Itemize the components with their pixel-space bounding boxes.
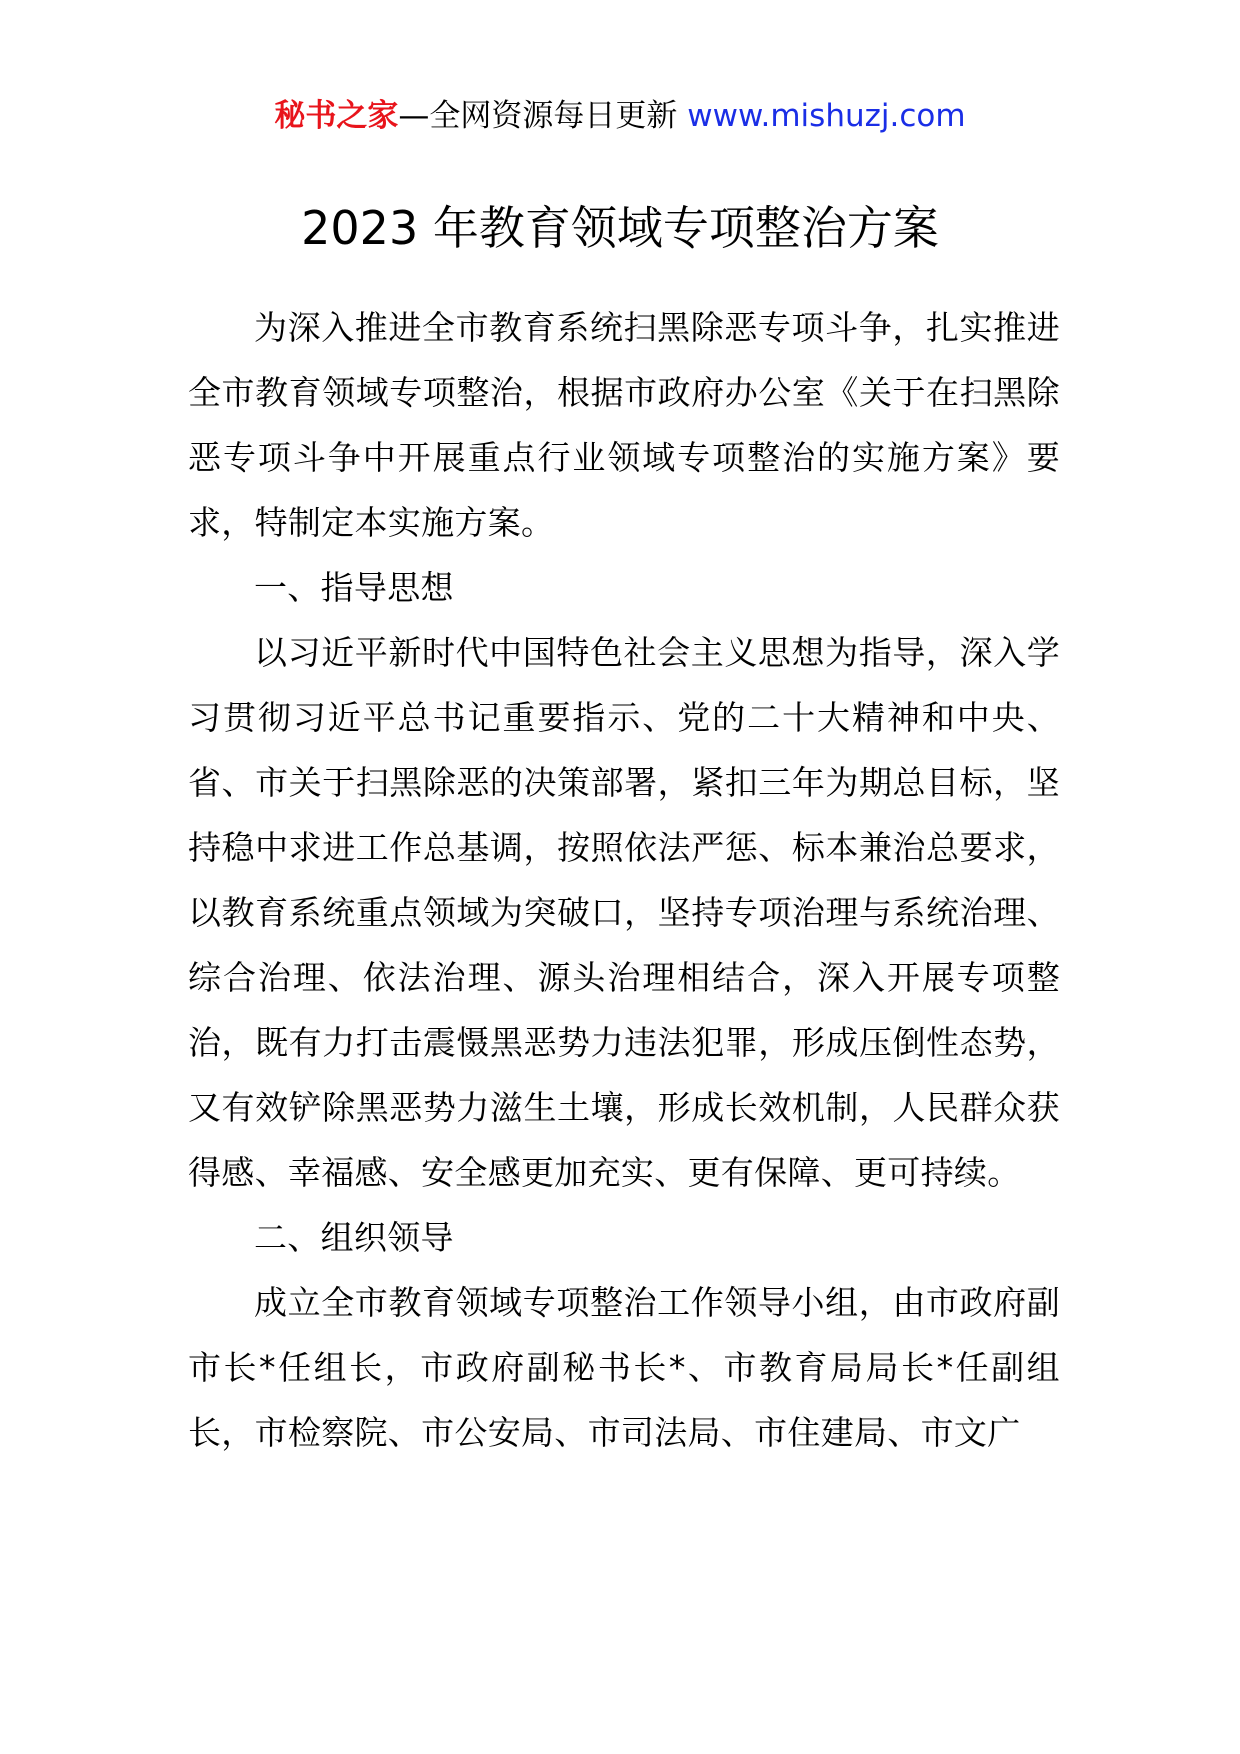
paragraph-organization: 成立全市教育领域专项整治工作领导小组，由市政府副市长*任组长，市政府副秘书长*、市教育局局长*任副组长，市检察院、市公安局、市司法局、市住建局、市文广 [188, 1283, 1060, 1452]
paragraph-guiding-ideology: 以习近平新时代中国特色社会主义思想为指导，深入学习贯彻习近平总书记重要指示、党的二十大精神和中央、省、市关于扫黑除恶的决策部署，紧扣三年为期总目标，坚持稳中求进工作总基调，按照依法严惩、标本兼治总要求，以教育系统重点领域为突破口，坚持专项治理与系统治理、综合治理、依法治理、源头治理相结合，深入开展专项整治，既有力打击震慑黑恶势力违法犯罪，形成压倒性态势，又有效铲除黑恶势力滋生土壤，形成长效机制，人民群众获得感、幸福感、安全感更加充实、更有保障、更可持续。 [188, 633, 1060, 1192]
paragraph-intro: 为深入推进全市教育系统扫黑除恶专项斗争，扎实推进全市教育领域专项整治，根据市政府办公室《关于在扫黑除恶专项斗争中开展重点行业领域专项整治的实施方案》要求，特制定本实施方案。 [188, 308, 1060, 542]
site-header [0, 96, 1240, 136]
section-heading-organization: 二、组织领导 [254, 1218, 454, 1257]
header-slogan: —全网资源每日更新 [398, 98, 678, 134]
brand-name: 秘书之家 [274, 98, 399, 134]
document-title: 2023 年教育领域专项整治方案 [301, 201, 939, 255]
document-body [188, 295, 1060, 1465]
section-heading-guiding-ideology: 一、指导思想 [254, 568, 454, 607]
site-url: www.mishuzj.com [687, 98, 966, 134]
